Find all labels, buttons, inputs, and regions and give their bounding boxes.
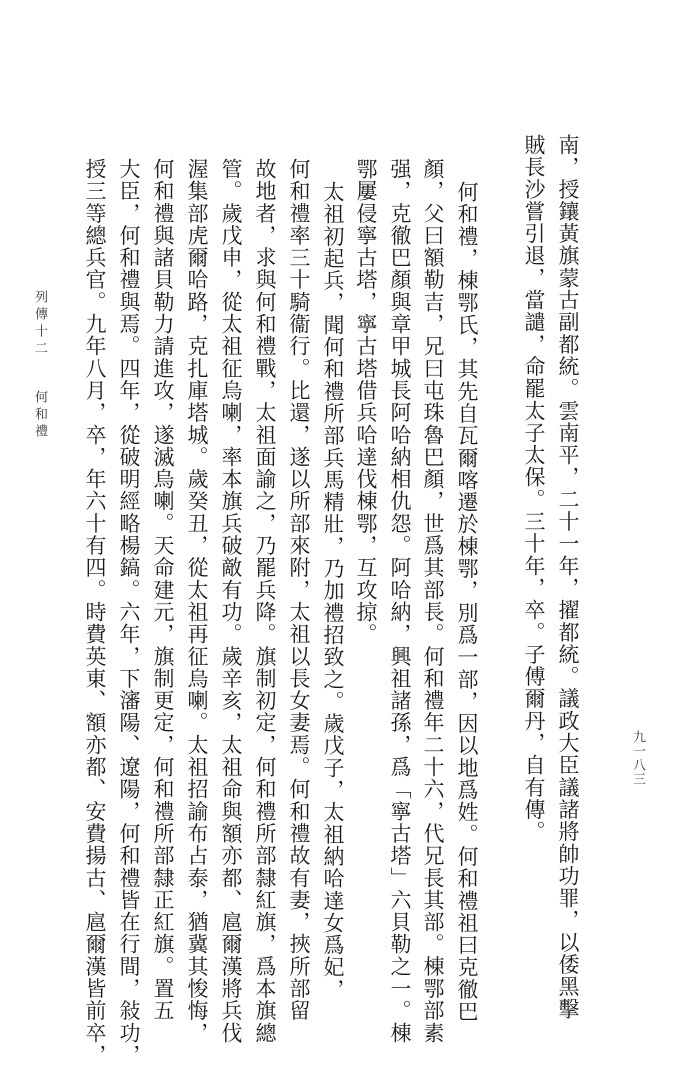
margin-subject-name: 何和禮 xyxy=(32,390,47,441)
text-column: 管。歲戊申，從太祖征烏喇，率本旗兵破敵有功。歲辛亥，太祖命與額亦都、扈爾漢將兵伐 xyxy=(219,158,243,1044)
text-column: 南，授鑲黃旗蒙古副都統。雲南平，二十一年，擢都統。議政大臣議諸將帥功罪，以倭黑擊 xyxy=(556,134,580,1020)
text-column: 太祖初起兵，聞何和禮所部兵馬精壯，乃加禮招致之。歲戊子，太祖納哈達女爲妃， xyxy=(321,181,345,1001)
text-column: 顏，父曰額勒吉，兄曰屯珠魯巴顏，世爲其部長。何和禮年二十六，代兄長其部。棟鄂部素 xyxy=(421,158,445,1044)
text-column: 强，克徹巴顏與章甲城長阿哈納相仇怨。阿哈納，興祖諸孫，爲「寧古塔」六貝勒之一。棟 xyxy=(388,158,412,1044)
text-column: 渥集部虎爾哈路，克扎庫塔城。歲癸丑，從太祖再征烏喇。太祖招諭布占泰，猶冀其悛悔， xyxy=(185,158,209,1044)
page-number: 九一八三 xyxy=(630,730,645,786)
text-column: 何和禮率三十騎衞行。比還，遂以所部來附，太祖以長女妻焉。何和禮故有妻，挾所部留 xyxy=(287,158,311,1022)
text-column: 授三等總兵官。九年八月，卒，年六十有四。時費英東、額亦都、安費揚古、扈爾漢皆前卒， xyxy=(83,158,107,1066)
margin-section-title: 列傳十二 xyxy=(32,290,47,358)
text-column: 賊長沙嘗引退，當譴，命罷太子太保。三十年，卒。子傅爾丹，自有傳。 xyxy=(522,134,546,843)
text-column: 鄂屢侵寧古塔，寧古塔借兵哈達伐棟鄂，互攻掠。 xyxy=(354,158,378,646)
text-column: 大臣，何和禮與焉。四年，從破明經略楊鎬。六年，下瀋陽、遼陽，何和禮皆在行間，敍功， xyxy=(117,158,141,1066)
text-column: 故地者，求與何和禮戰，太祖面諭之，乃罷兵降。旗制初定，何和禮所部隸紅旗，爲本旗總 xyxy=(253,158,277,1044)
text-column: 何和禮，棟鄂氏，其先自瓦爾喀遷於棟鄂，別爲一部，因以地爲姓。何和禮祖曰克徹巴 xyxy=(455,181,479,1023)
text-column: 何和禮與諸貝勒力請進攻，遂滅烏喇。天命建元，旗制更定，何和禮所部隸正紅旗。置五 xyxy=(151,158,175,1022)
